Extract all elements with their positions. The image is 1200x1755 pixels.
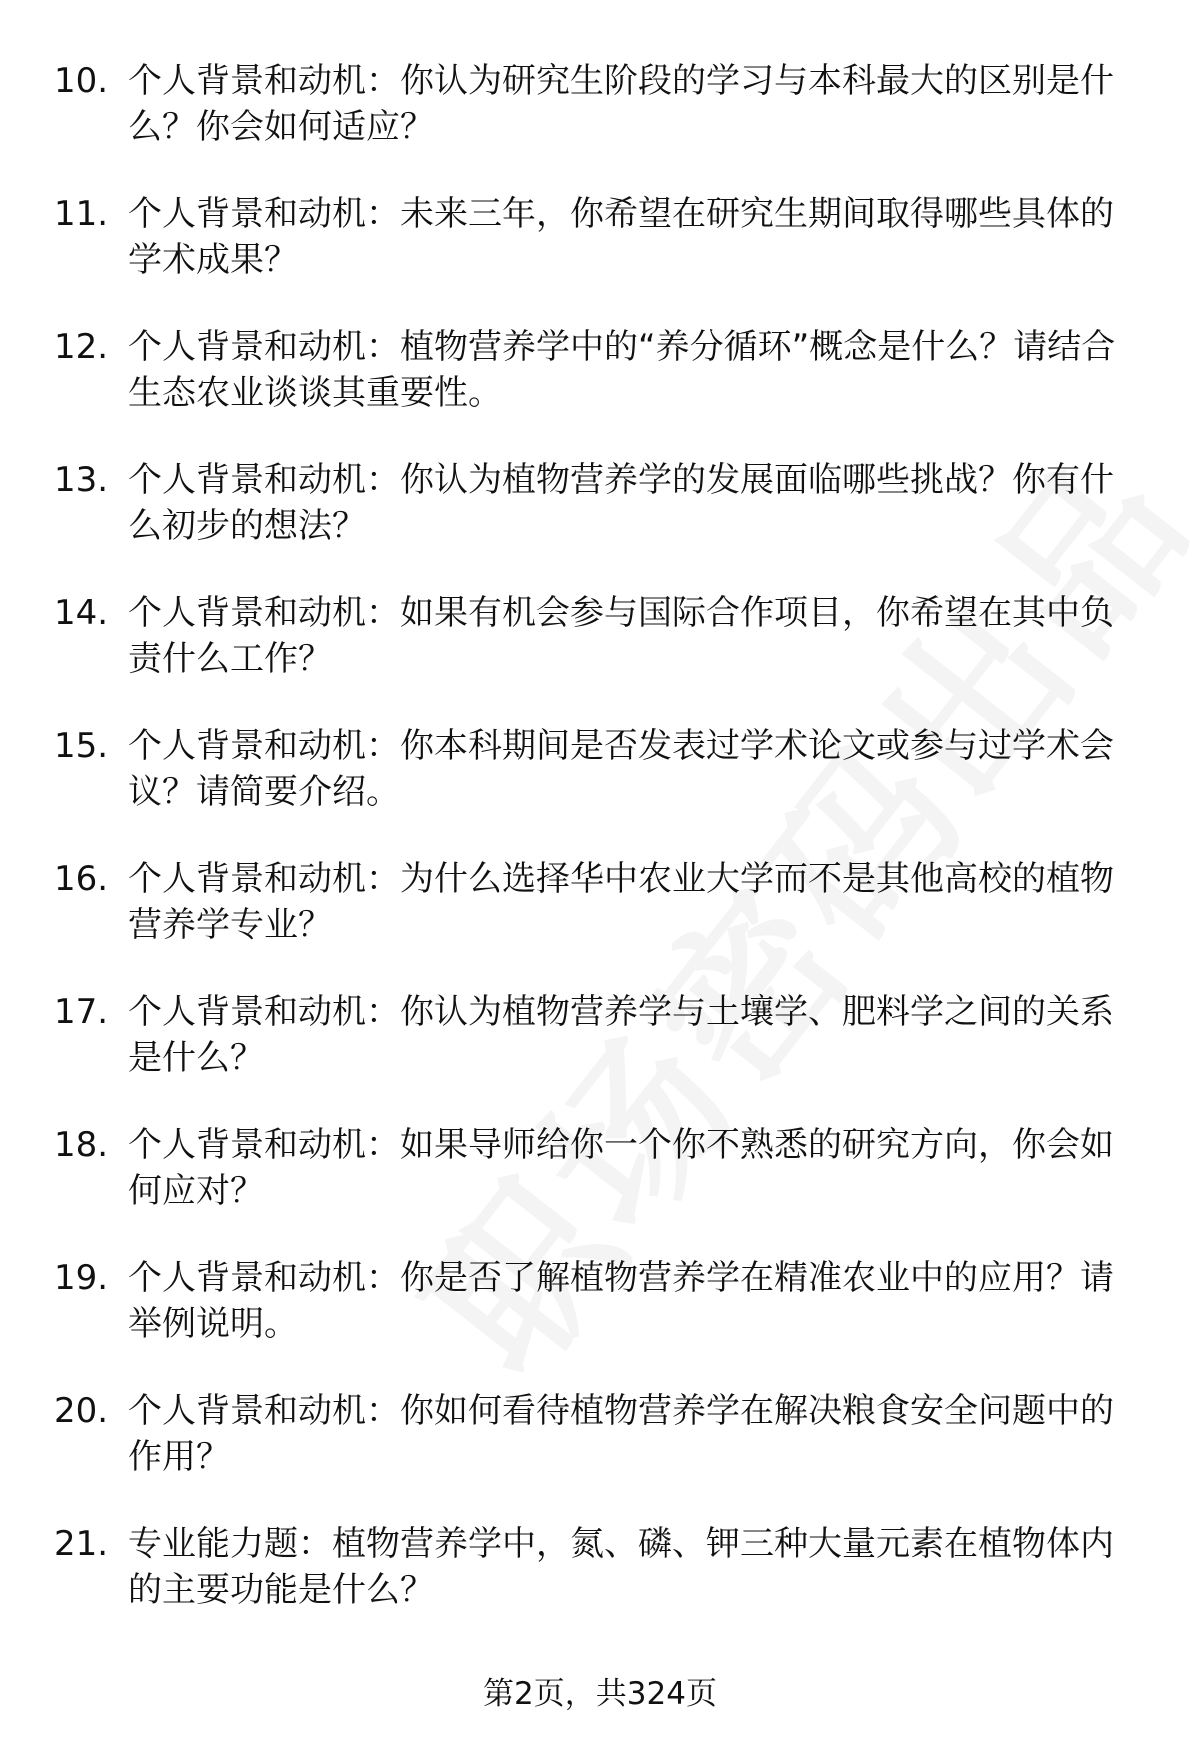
question-text: 个人背景和动机：如果有机会参与国际合作项目，你希望在其中负责什么工作？: [128, 593, 1114, 679]
question-number: 12.: [54, 327, 109, 367]
question-text: 专业能力题：植物营养学中，氮、磷、钾三种大量元素在植物体内的主要功能是什么？: [128, 1524, 1114, 1610]
list-item: [0, 989, 1200, 1122]
question-number: 10.: [54, 61, 109, 101]
list-item: [0, 723, 1200, 856]
question-text: 个人背景和动机：你认为植物营养学的发展面临哪些挑战？你有什么初步的想法？: [128, 460, 1114, 546]
list-item: [0, 590, 1200, 723]
question-number: 20.: [54, 1391, 109, 1431]
question-text: 个人背景和动机：植物营养学中的“养分循环”概念是什么？请结合生态农业谈谈其重要性。: [128, 327, 1116, 413]
question-number: 17.: [54, 992, 109, 1032]
question-number: 13.: [54, 460, 109, 500]
list-item: [0, 191, 1200, 324]
question-text: 个人背景和动机：你如何看待植物营养学在解决粮食安全问题中的作用？: [128, 1391, 1114, 1477]
question-text: 个人背景和动机：未来三年，你希望在研究生期间取得哪些具体的学术成果？: [128, 194, 1114, 280]
question-text: 个人背景和动机：你是否了解植物营养学在精准农业中的应用？请举例说明。: [128, 1258, 1114, 1344]
question-text: 个人背景和动机：你认为植物营养学与土壤学、肥料学之间的关系是什么？: [128, 992, 1114, 1078]
list-item: [0, 1255, 1200, 1388]
question-number: 18.: [54, 1125, 109, 1165]
question-number: 21.: [54, 1524, 109, 1564]
list-item: [0, 1521, 1200, 1654]
question-text: 个人背景和动机：你认为研究生阶段的学习与本科最大的区别是什么？你会如何适应？: [128, 61, 1114, 147]
question-number: 14.: [54, 593, 109, 633]
list-item: [0, 1388, 1200, 1521]
question-list: [0, 58, 1200, 1654]
question-text: 个人背景和动机：为什么选择华中农业大学而不是其他高校的植物营养学专业？: [128, 859, 1114, 945]
question-text: 个人背景和动机：你本科期间是否发表过学术论文或参与过学术会议？请简要介绍。: [128, 726, 1114, 812]
question-text: 个人背景和动机：如果导师给你一个你不熟悉的研究方向，你会如何应对？: [128, 1125, 1114, 1211]
list-item: [0, 1122, 1200, 1255]
list-item: [0, 457, 1200, 590]
question-number: 19.: [54, 1258, 109, 1298]
list-item: [0, 58, 1200, 191]
page-footer: 第2页，共324页: [483, 1676, 717, 1712]
question-number: 11.: [54, 194, 109, 234]
question-number: 16.: [54, 859, 109, 899]
list-item: [0, 856, 1200, 989]
question-number: 15.: [54, 726, 109, 766]
list-item: [0, 324, 1200, 457]
